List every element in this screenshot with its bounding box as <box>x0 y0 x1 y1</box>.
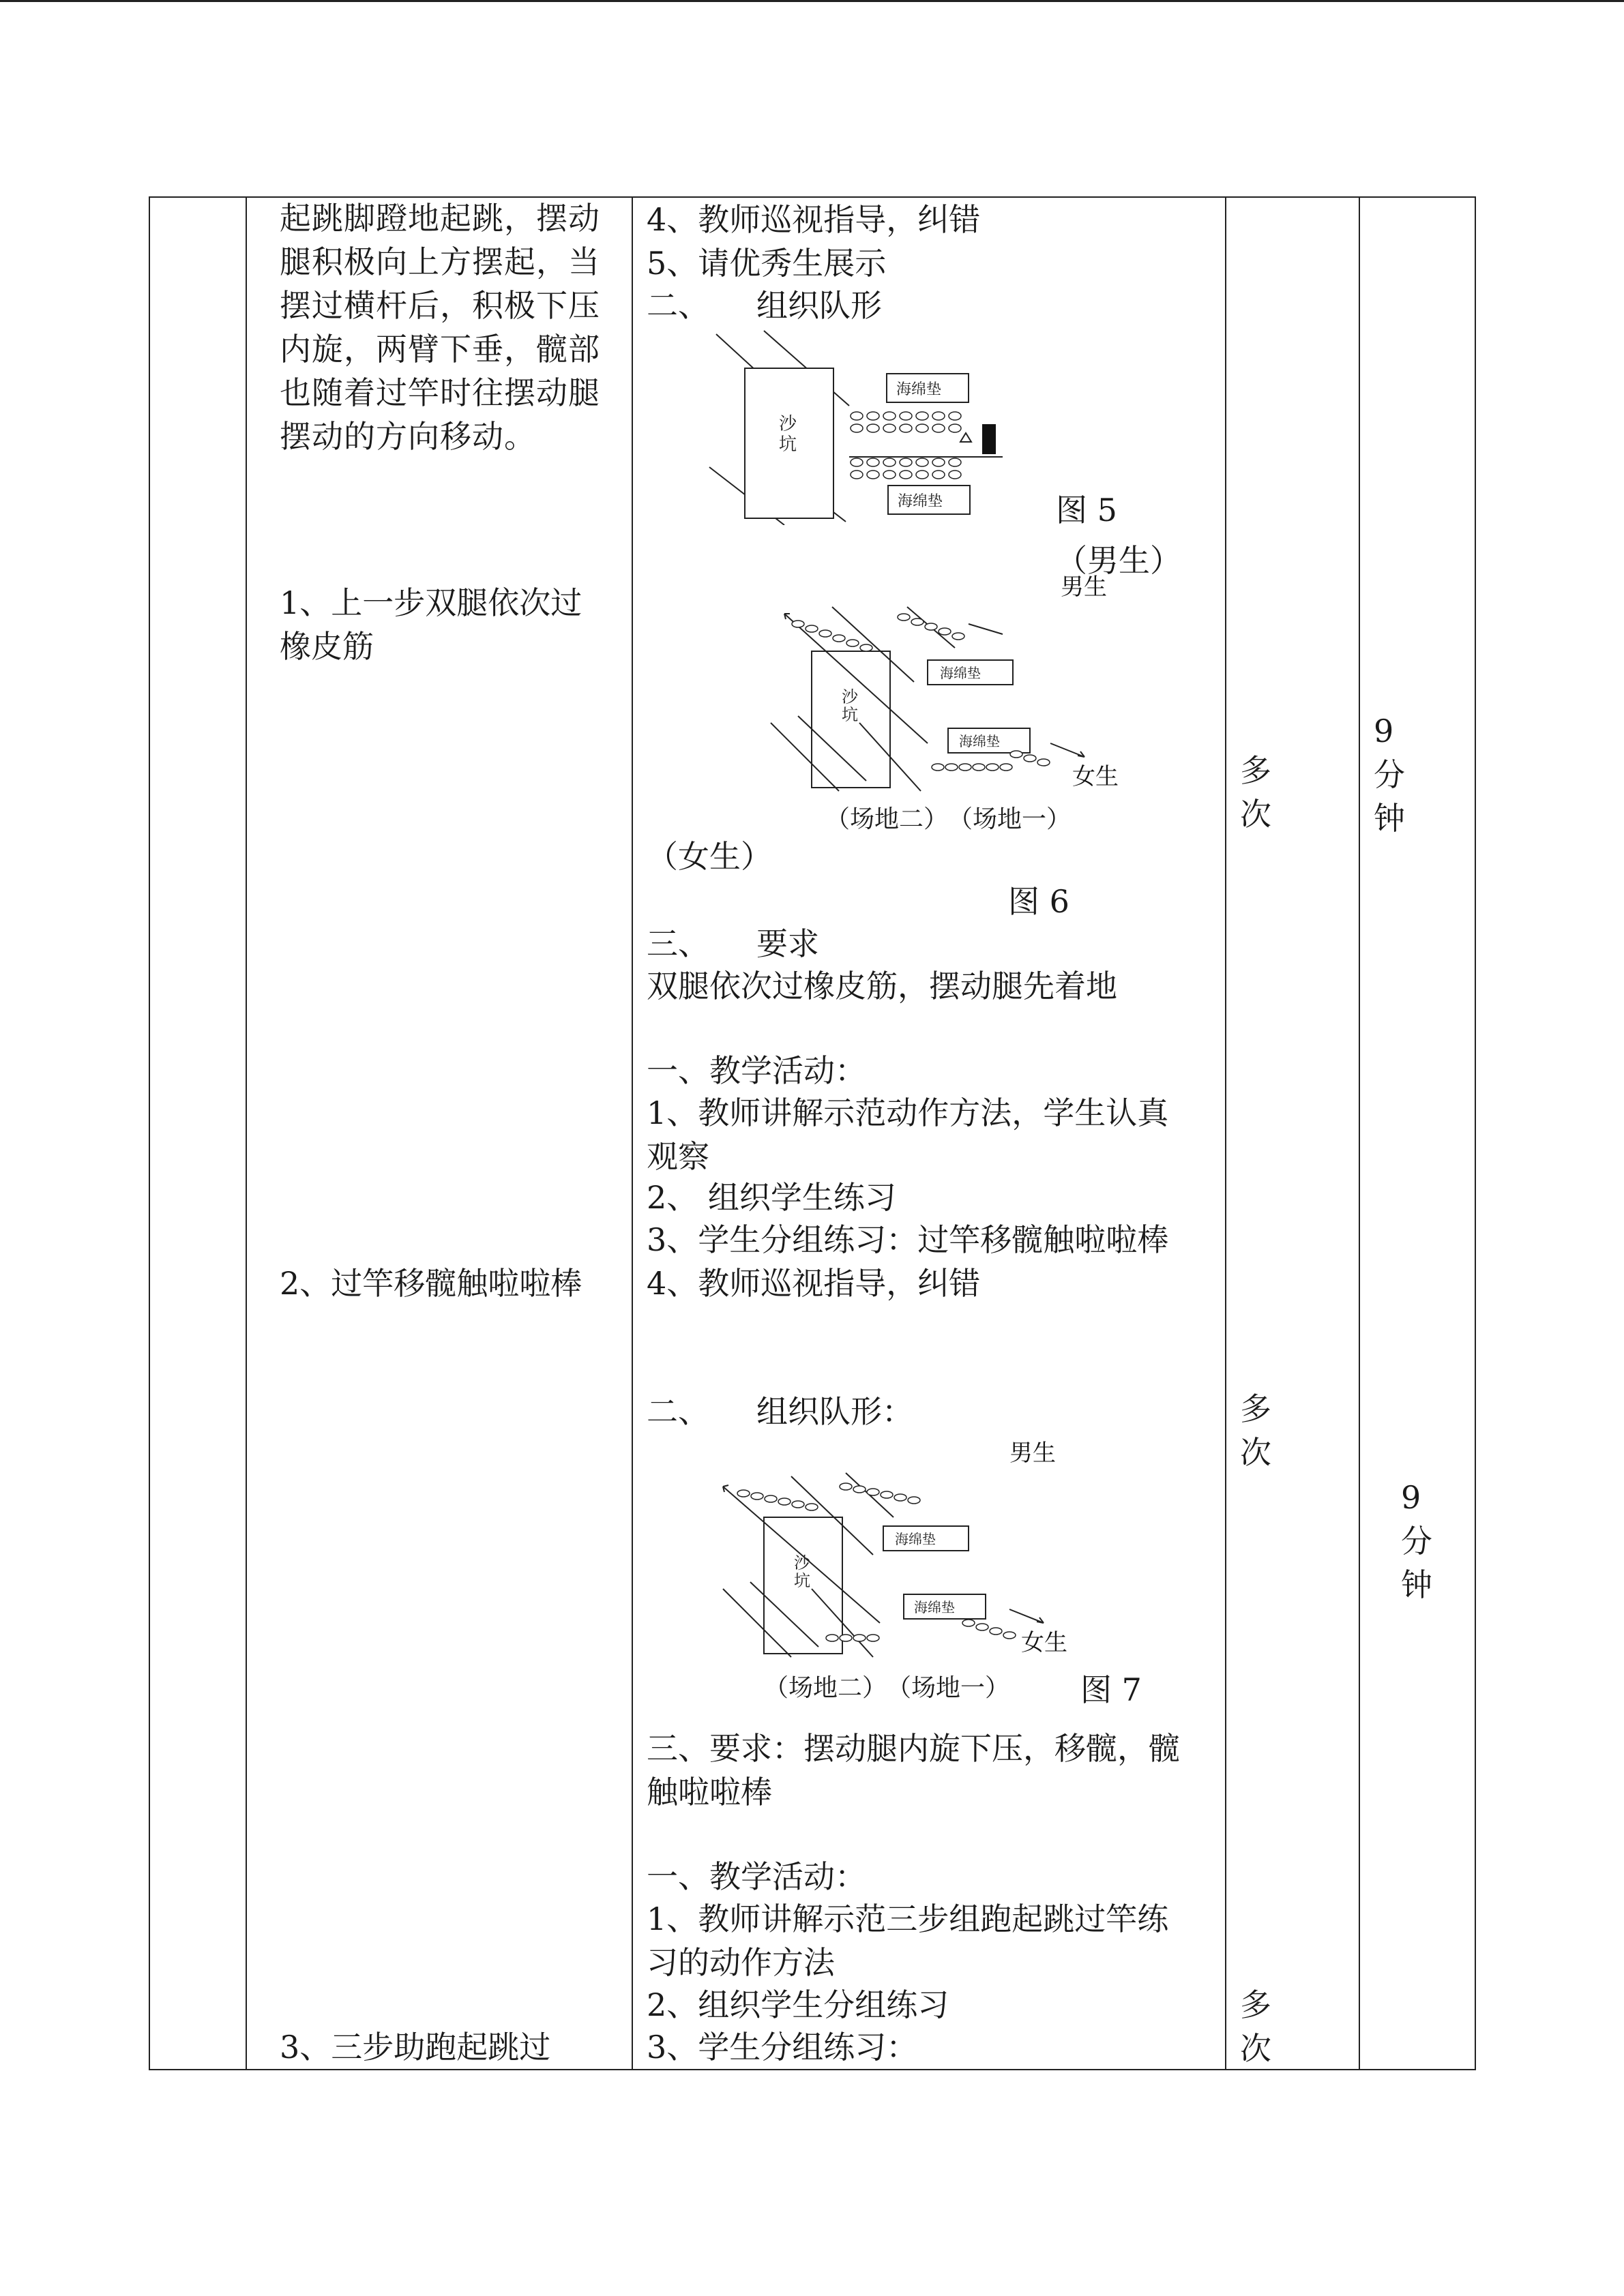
method-line: 3、学生分组练习： <box>647 2029 918 2066</box>
mat-label: 海绵垫 <box>914 1599 955 1615</box>
column-divider <box>1359 198 1360 2069</box>
mat-label: 海绵垫 <box>959 733 1000 749</box>
method-line: 一、教学活动： <box>647 1052 866 1089</box>
site-label-1: （场地一） <box>948 805 1072 833</box>
mat-label: 海绵垫 <box>896 381 942 398</box>
sand-pit-label: 坑 <box>779 434 797 455</box>
female-label: 女生 <box>1021 1629 1067 1656</box>
practice-duration: 9分钟 <box>1374 713 1405 837</box>
method-line: 双腿依次过橡皮筋，摆动腿先着地 <box>647 968 1117 1004</box>
method-line: 2、组织学生分组练习 <box>647 1986 949 2023</box>
mat-label: 海绵垫 <box>898 493 943 510</box>
technique-description: 起跳脚蹬地起跳，摆动腿积极向上方摆起，当摆过横杆后，积极下压内旋，两臂下垂，髋部也随着过竿时往摆动腿摆动的方向移动。 <box>280 200 600 455</box>
mat-label: 海绵垫 <box>895 1531 936 1547</box>
sand-pit-label: 沙 <box>794 1553 810 1572</box>
method-line: 1、教师讲解示范三步组跑起跳过竿练习的动作方法 <box>647 1900 1169 1981</box>
method-line: 5、请优秀生展示 <box>647 245 887 282</box>
column-divider <box>246 198 247 2069</box>
method-line: 二、 组织队形 <box>647 287 882 324</box>
formation-diagram-fig6 <box>757 573 1139 805</box>
figure-caption: 图 6 <box>1008 883 1069 920</box>
figure-caption: 图 7 <box>1080 1671 1142 1708</box>
drill-item-2: 2、过竿移髋触啦啦棒 <box>280 1265 582 1302</box>
method-line: 1、教师讲解示范动作方法，学生认真观察 <box>647 1094 1169 1175</box>
method-line: 一、教学活动： <box>647 1858 866 1895</box>
drill-item-3: 3、三步助跑起跳过 <box>280 2029 551 2066</box>
column-divider <box>1225 198 1226 2069</box>
method-line: 三、 要求 <box>647 925 819 962</box>
male-label: 男生 <box>1061 573 1107 601</box>
method-line: 二、 组织队形： <box>647 1393 913 1430</box>
sand-pit-label: 沙 <box>779 414 797 434</box>
page-top-border <box>0 0 1624 2</box>
formation-diagram-fig7 <box>709 1439 1091 1671</box>
method-line: 4、教师巡视指导，纠错 <box>647 201 981 238</box>
formation-diagram-fig5 <box>703 327 1023 525</box>
method-line: 4、教师巡视指导，纠错 <box>647 1265 981 1302</box>
drill-item-1: 1、上一步双腿依次过橡皮筋 <box>280 584 582 665</box>
figure-caption: 图 5 <box>1056 492 1117 528</box>
practice-duration: 9分钟 <box>1401 1479 1432 1603</box>
method-line: 3、学生分组练习：过竿移髋触啦啦棒 <box>647 1221 1169 1258</box>
column-divider <box>632 198 633 2069</box>
mat-label: 海绵垫 <box>940 665 981 681</box>
sand-pit-label: 坑 <box>842 705 858 724</box>
site-label-1: （场地一） <box>887 1674 1010 1702</box>
sand-pit-label: 沙 <box>842 687 858 706</box>
male-label: 男生 <box>1009 1440 1056 1467</box>
formation-female-label: （女生） <box>647 838 772 875</box>
practice-times: 多次 <box>1240 1986 1271 2067</box>
formation-male-label: （男生） <box>1056 542 1181 579</box>
sand-pit-label: 坑 <box>794 1571 810 1590</box>
site-label-2: （场地二） <box>764 1674 887 1702</box>
practice-times: 多次 <box>1240 1390 1271 1471</box>
practice-times: 多次 <box>1240 752 1271 833</box>
female-label: 女生 <box>1072 763 1119 790</box>
method-line: 2、 组织学生练习 <box>647 1179 896 1216</box>
site-label-2: （场地二） <box>825 805 949 833</box>
method-line: 三、要求：摆动腿内旋下压，移髋，髋触啦啦棒 <box>647 1730 1180 1810</box>
